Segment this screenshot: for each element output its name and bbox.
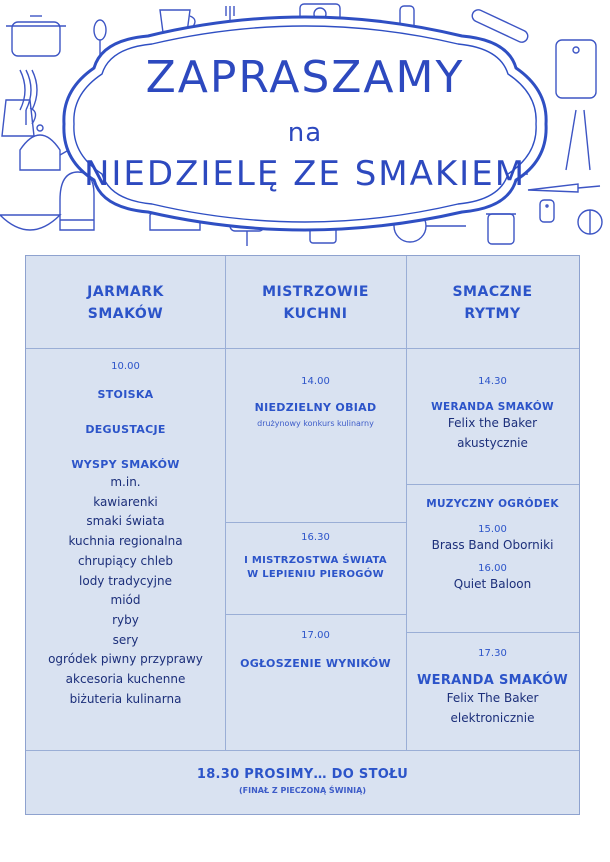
- jarmark-section: [26, 361, 225, 709]
- jarmark-degustacje: DEGUSTACJE: [85, 423, 166, 436]
- rytmy-b2-time1: 15.00: [478, 524, 507, 535]
- rytmy-b2-title: MUZYCZNY OGRÓDEK: [426, 498, 559, 510]
- title-zapraszamy: ZAPRASZAMY: [145, 52, 465, 103]
- jarmark-item: akcesoria kuchenne: [65, 672, 186, 687]
- mistrzowie-b3-time: 17.00: [301, 630, 330, 641]
- jarmark-item: miód: [110, 593, 141, 608]
- rytmy-b3-perf2: elektronicznie: [450, 711, 535, 725]
- rytmy-b3-time: 17.30: [478, 648, 507, 659]
- mistrzowie-block-3: [225, 630, 406, 670]
- rytmy-b1-title: WERANDA SMAKÓW: [431, 401, 554, 413]
- mistrzowie-b1-title: NIEDZIELNY OBIAD: [254, 401, 377, 414]
- col-header-rytmy-line2: RYTMY: [464, 306, 521, 322]
- program-table: [25, 255, 580, 815]
- col-header-jarmark: [26, 281, 225, 325]
- mistrzowie-b3-title: OGŁOSZENIE WYNIKÓW: [240, 657, 391, 670]
- rytmy-b3-title: WERANDA SMAKÓW: [417, 673, 568, 688]
- header-row-divider: [26, 348, 579, 349]
- jarmark-item: smaki świata: [86, 514, 165, 529]
- col-header-rytmy: [406, 281, 579, 325]
- mistrzowie-b1-sub: drużynowy konkurs kulinarny: [257, 419, 374, 428]
- col-header-jarmark-line1: JARMARK: [87, 284, 164, 300]
- footer-section: [26, 767, 579, 795]
- rytmy-block-2: [406, 498, 579, 594]
- mistrzowie-divider-2: [225, 614, 406, 615]
- rytmy-b3-perf1: Felix The Baker: [446, 691, 539, 705]
- rytmy-b1-time: 14.30: [478, 376, 507, 387]
- rytmy-block-3: [406, 648, 579, 728]
- footer-sub: (FINAŁ Z PIECZONĄ ŚWINIĄ): [238, 786, 367, 795]
- jarmark-item: biżuteria kulinarna: [69, 691, 182, 706]
- jarmark-item: ryby: [112, 612, 139, 627]
- title-na: na: [287, 118, 323, 148]
- col-divider-1: [225, 256, 226, 750]
- mistrzowie-block-1: [225, 376, 406, 428]
- header-banner: [0, 0, 610, 250]
- mistrzowie-b2-title-1: I MISTRZOSTWA ŚWIATA: [244, 555, 387, 566]
- mistrzowie-b2-title-2: W LEPIENIU PIEROGÓW: [247, 569, 384, 580]
- jarmark-time: 10.00: [111, 361, 140, 372]
- jarmark-item: sery: [112, 632, 139, 647]
- jarmark-item: chrupiący chleb: [77, 553, 174, 568]
- mistrzowie-b2-time: 16.30: [301, 532, 330, 543]
- rytmy-b1-perf2: akustycznie: [457, 436, 528, 450]
- col-header-jarmark-line2: SMAKÓW: [87, 306, 164, 322]
- rytmy-divider-2: [406, 632, 579, 633]
- rytmy-b2-perf1: Brass Band Oborniki: [431, 538, 554, 552]
- col-header-mistrzowie: [225, 281, 406, 325]
- jarmark-item: m.in.: [110, 475, 141, 489]
- rytmy-b2-perf2: Quiet Baloon: [453, 577, 532, 591]
- col-header-mistrzowie-line1: MISTRZOWIE: [262, 284, 369, 300]
- mistrzowie-b1-time: 14.00: [301, 376, 330, 387]
- footer-divider: [26, 750, 579, 751]
- jarmark-wyspy: WYSPY SMAKÓW: [71, 458, 180, 471]
- mistrzowie-divider-1: [225, 522, 406, 523]
- jarmark-item: ogródek piwny przyprawy: [48, 652, 203, 667]
- col-header-rytmy-line1: SMACZNE: [452, 284, 533, 300]
- mistrzowie-block-2: [225, 532, 406, 580]
- title-niedziela: NIEDZIELĘ ZE SMAKIEM: [83, 154, 527, 194]
- jarmark-item: kawiarenki: [93, 494, 158, 509]
- rytmy-b1-perf1: Felix the Baker: [447, 416, 538, 430]
- jarmark-stoiska: STOISKA: [97, 388, 154, 401]
- rytmy-b2-time2: 16.00: [478, 563, 507, 574]
- rytmy-block-1: [406, 376, 579, 453]
- footer-main: 18.30 PROSIMY… DO STOŁU: [196, 767, 409, 782]
- col-header-mistrzowie-line2: KUCHNI: [283, 306, 348, 322]
- rytmy-divider-1: [406, 484, 579, 485]
- jarmark-item: lody tradycyjne: [79, 573, 172, 588]
- jarmark-item: kuchnia regionalna: [68, 534, 183, 549]
